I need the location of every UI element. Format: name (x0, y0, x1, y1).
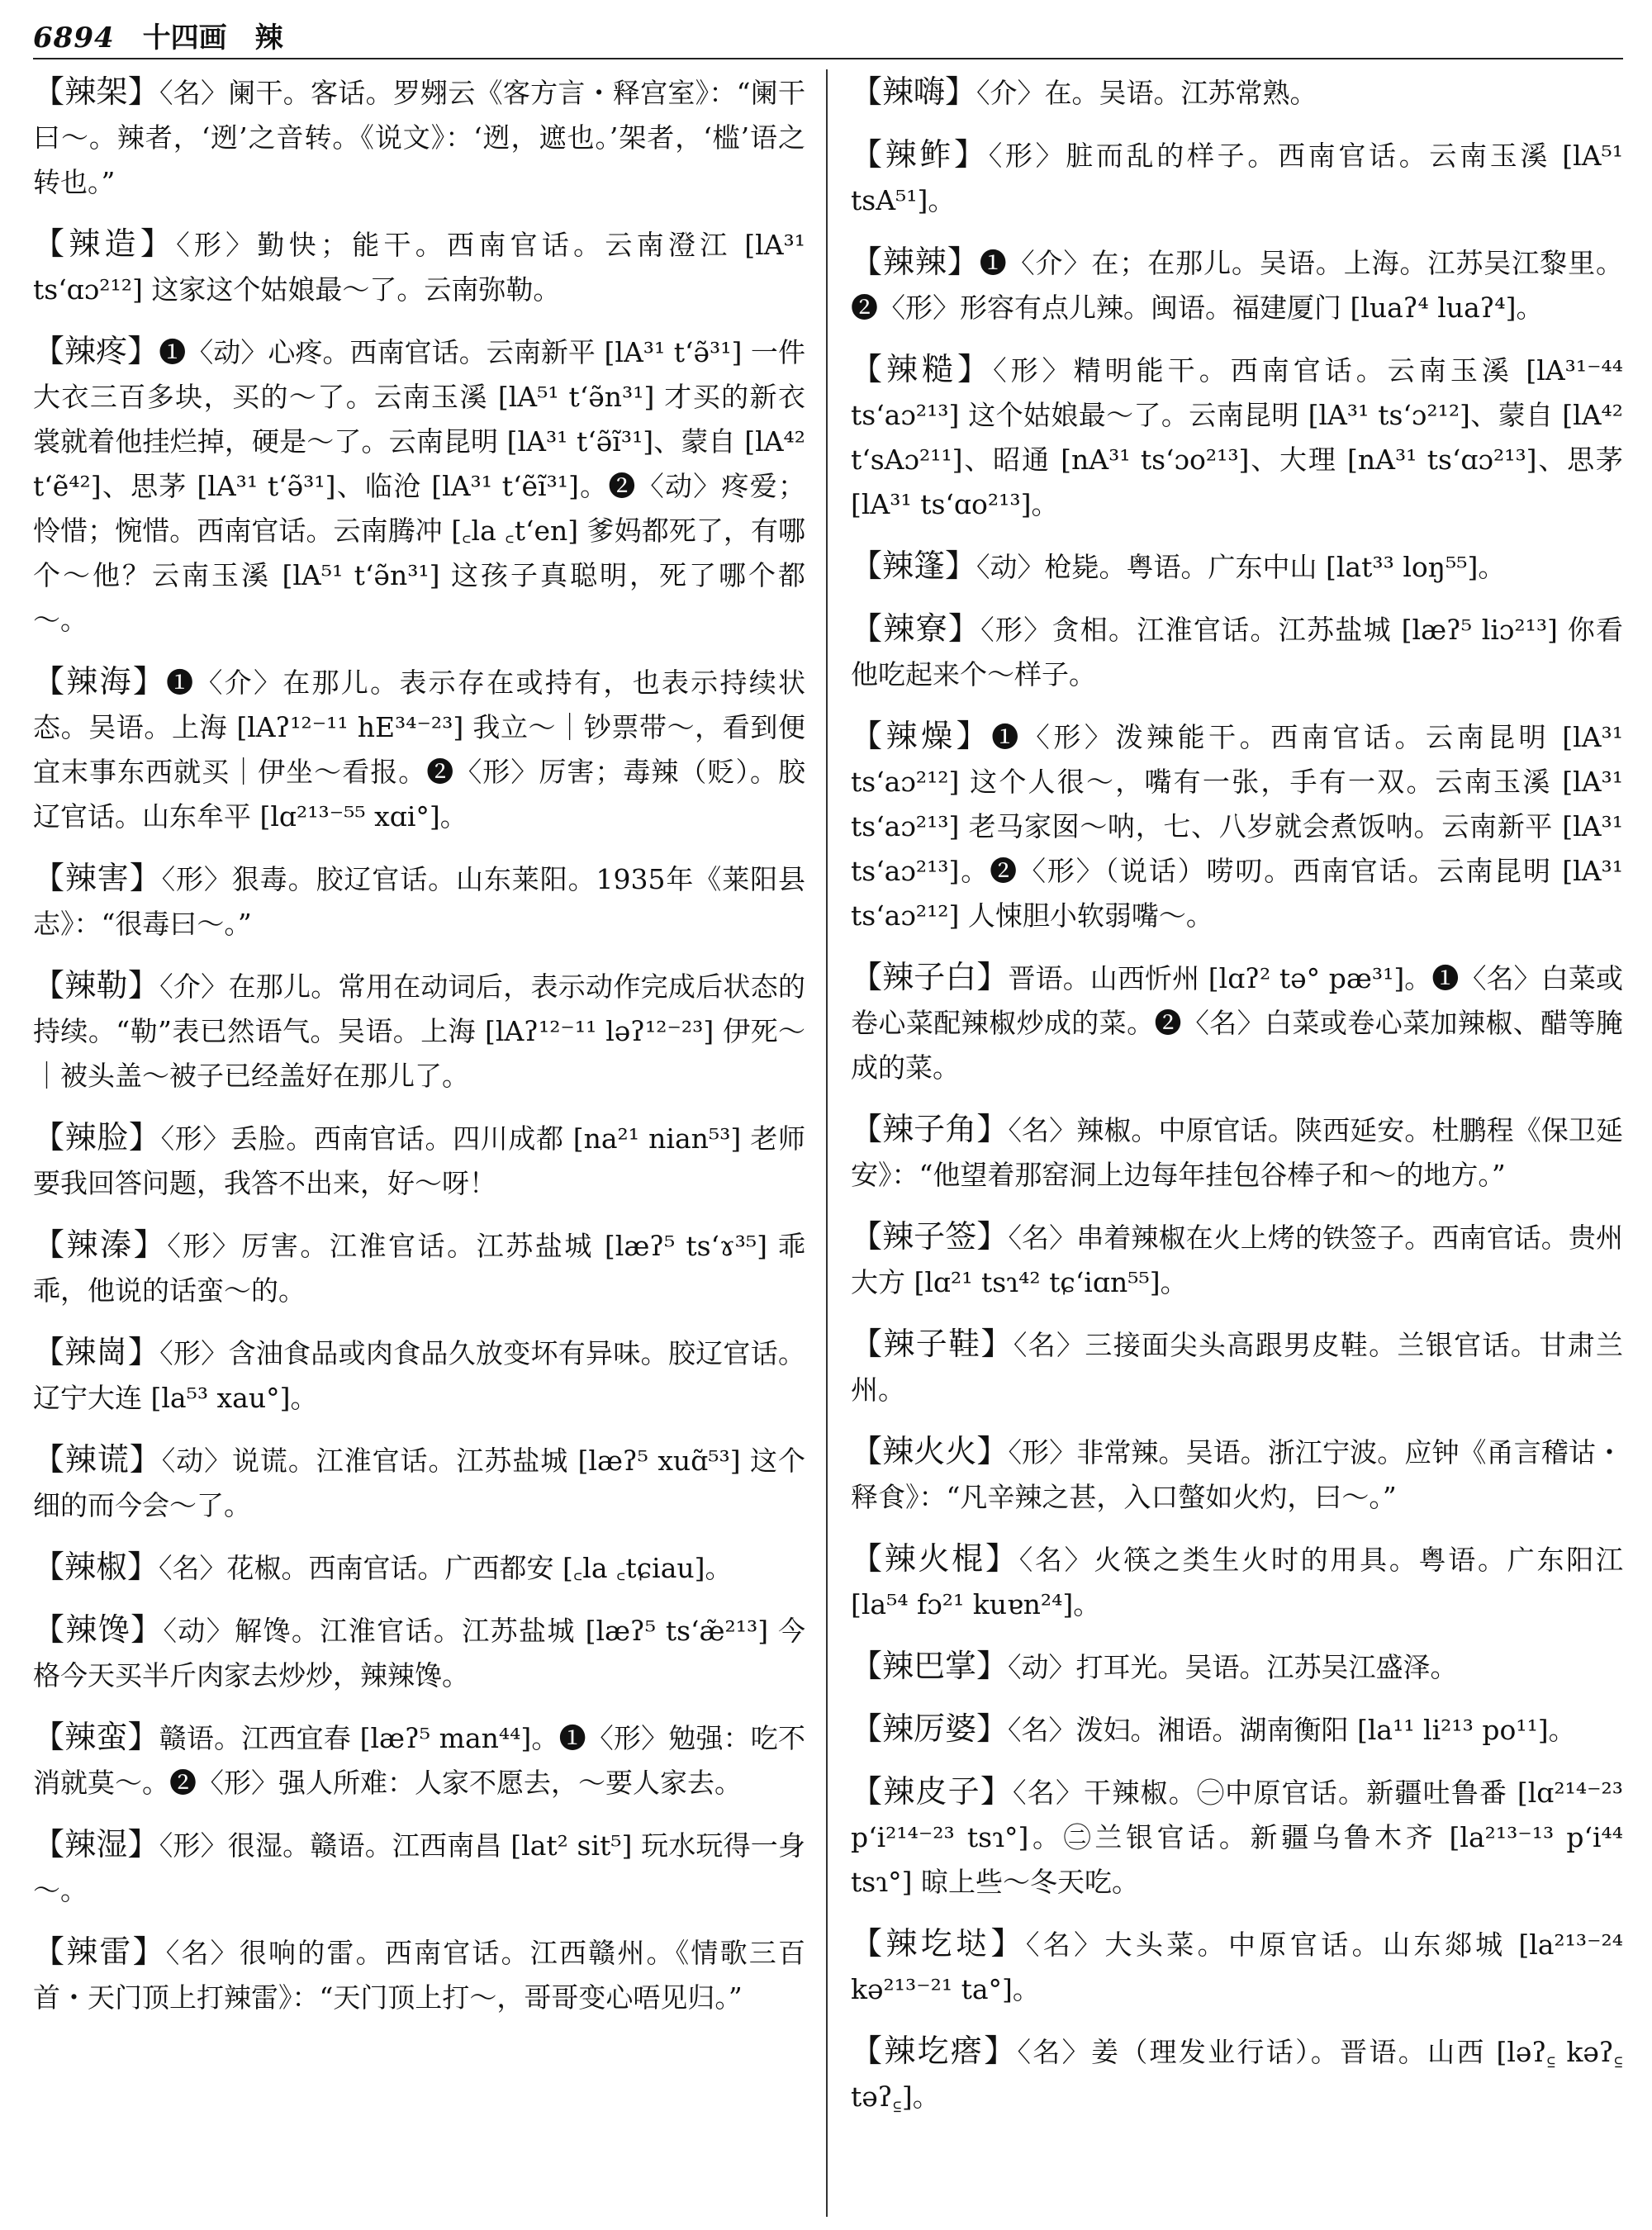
entry-headword: 【辣火火】 (851, 1433, 1009, 1469)
entry-definition: 〈形〉含油食品或肉食品久放变坏有异味。胶辽官话。辽宁大连 [la⁵³ xau°]。 (33, 1337, 805, 1414)
entry-headword: 【辣椒】 (33, 1549, 159, 1585)
entry-headword: 【辣害】 (33, 860, 162, 896)
dictionary-entry (33, 1330, 805, 1421)
entry-headword: 【辣架】 (33, 74, 160, 110)
dictionary-entry (33, 1929, 805, 2020)
entry-definition: 〈名〉泼妇。湘语。湖南衡阳 [la¹¹ li²¹³ po¹¹]。 (1008, 1714, 1576, 1746)
entry-definition: 〈动〉枪毙。粤语。广东中山 [lat³³ loŋ⁵⁵]。 (976, 551, 1506, 583)
dictionary-entry (33, 329, 805, 643)
entry-headword: 【辣篷】 (851, 548, 977, 584)
entry-definition: 〈介〉在。吴语。江苏常熟。 (976, 77, 1317, 109)
left-column (33, 69, 805, 2037)
entry-headword: 【辣脸】 (33, 1119, 161, 1155)
entry-definition: ❶〈形〉泼辣能干。西南官话。云南昆明 [lA³¹ ts‘aɔ²¹²] 这个人很～，嘴有一张，手有一双。云南玉溪 [lA³¹ ts‘aɔ²¹³] 老马家囡～呐，七、八岁就会煮饭呐。云南新平 [lA³¹ ts‘aɔ²¹³]。❷〈形〉（说话）唠叨。西南官话。云南昆明 [lA³¹ ts‘aɔ²¹²] 人悚胆小软弱嘴～。 (851, 721, 1623, 932)
entry-headword: 【辣蛮】 (33, 1719, 159, 1755)
dictionary-entry (33, 1715, 805, 1805)
dictionary-entry (851, 955, 1623, 1090)
entry-headword: 【辣圪瘩】 (851, 2033, 1018, 2069)
entry-definition: 〈形〉非常辣。吴语。浙江宁波。应钟《甬言稽诂・释食》：“凡辛辣之甚，入口螫如火灼，曰～。” (851, 1436, 1623, 1513)
dictionary-entry (33, 963, 805, 1098)
entry-headword: 【辣子签】 (851, 1218, 1009, 1255)
dictionary-entry (851, 1214, 1623, 1305)
entry-definition: 〈动〉打耳光。吴语。江苏吴江盛泽。 (1008, 1651, 1458, 1683)
header-character: 辣 (254, 21, 283, 55)
entry-headword: 【辣鲊】 (851, 136, 989, 173)
header-rule (33, 58, 1623, 59)
dictionary-entry (33, 69, 805, 205)
dictionary-entry (851, 240, 1623, 330)
dictionary-entry (851, 1769, 1623, 1905)
entry-definition: 〈形〉很湿。赣语。江西南昌 [lat² sit⁵] 玩水玩得一身～。 (33, 1829, 805, 1906)
dictionary-entry (33, 1437, 805, 1528)
entry-definition: 〈形〉精明能干。西南官话。云南玉溪 [lA³¹⁻⁴⁴ ts‘aɔ²¹³] 这个姑娘最～了。云南昆明 [lA³¹ ts‘ɔ²¹²]、蒙自 [lA⁴² t‘sAɔ²¹¹]、昭通 [nA³¹ ts‘ɔo²¹³]、大理 [nA³¹ ts‘ɑɔ²¹³]、思茅 [lA³¹ ts‘ɑo²¹³]。 (851, 354, 1623, 520)
dictionary-entry (851, 1321, 1623, 1412)
entry-headword: 【辣崗】 (33, 1334, 160, 1370)
entry-headword: 【辣海】 (33, 663, 167, 700)
dictionary-entry (851, 1429, 1623, 1520)
entry-definition: ❶〈介〉在；在那儿。吴语。上海。江苏吴江黎里。❷〈形〉形容有点儿辣。闽语。福建厦门 [luaʔ⁴ luaʔ⁴]。 (851, 247, 1623, 324)
entry-headword: 【辣嗨】 (851, 74, 977, 110)
dictionary-entry (33, 1822, 805, 1913)
dictionary-entry (851, 606, 1623, 697)
entry-headword: 【辣寮】 (851, 610, 981, 647)
entry-headword: 【辣厉婆】 (851, 1710, 1009, 1747)
entry-headword: 【辣巴掌】 (851, 1648, 1009, 1684)
entry-definition: 〈形〉贪相。江淮官话。江苏盐城 [læʔ⁵ liɔ²¹³] 你看他吃起来个～样子。 (851, 614, 1623, 690)
entry-definition: 〈名〉三接面尖头高跟男皮鞋。兰银官话。甘肃兰州。 (851, 1329, 1623, 1406)
entry-definition: 〈形〉厉害。江淮官话。江苏盐城 [læʔ⁵ ts‘ɤ³⁵] 乖乖，他说的话蛮～的。 (33, 1230, 805, 1307)
entry-definition: 〈名〉大头菜。中原官话。山东郯城 [la²¹³⁻²⁴ kə²¹³⁻²¹ ta°]。 (851, 1929, 1623, 2005)
entry-headword: 【辣疼】 (33, 333, 159, 369)
dictionary-entry (33, 1222, 805, 1313)
entry-definition: 〈形〉勤快；能干。西南官话。云南澄江 [lA³¹ ts‘ɑɔ²¹²] 这家这个姑娘最～了。云南弥勒。 (33, 229, 805, 306)
right-column (851, 69, 1623, 2136)
entry-definition: 〈名〉串着辣椒在火上烤的铁签子。西南官话。贵州大方 [lɑ²¹ tsɿ⁴² tɕ‘iɑn⁵⁵]。 (851, 1222, 1623, 1298)
entry-headword: 【辣火棍】 (851, 1540, 1019, 1577)
entry-headword: 【辣溱】 (33, 1226, 168, 1263)
entry-definition: 〈形〉脏而乱的样子。西南官话。云南玉溪 [lA⁵¹ tsA⁵¹]。 (851, 140, 1623, 216)
entry-definition: 〈形〉狠毒。胶辽官话。山东莱阳。1935年《莱阳县志》：“很毒曰～。” (33, 863, 805, 940)
entry-headword: 【辣燥】 (851, 718, 992, 754)
dictionary-entry (851, 1706, 1623, 1753)
entry-headword: 【辣子鞋】 (851, 1326, 1014, 1362)
dictionary-entry (33, 1544, 805, 1591)
dictionary-entry (851, 69, 1623, 116)
entry-headword: 【辣圪垯】 (851, 1925, 1026, 1962)
entry-definition: 晋语。山西忻州 [lɑʔ² tə° pæ³¹]。❶〈名〉白菜或卷心菜配辣椒炒成的菜。❷〈名〉白菜或卷心菜加辣椒、醋等腌成的菜。 (851, 962, 1623, 1084)
entry-headword: 【辣勒】 (33, 967, 160, 1004)
page-number: 6894 (33, 21, 115, 55)
entry-headword: 【辣造】 (33, 225, 177, 262)
entry-definition: ❶〈介〉在那儿。表示存在或持有，也表示持续状态。吴语。上海 [lAʔ¹²⁻¹¹ hE³⁴⁻²³] 我立～｜钞票带～，看到便宜末事东西就买｜伊坐～看报。❷〈形〉厉害；毒辣（贬）。胶辽官话。山东牟平 [lɑ²¹³⁻⁵⁵ xɑi°]。 (33, 667, 805, 833)
entry-definition: 〈动〉说谎。江淮官话。江苏盐城 [læʔ⁵ xuɑ̃⁵³] 这个细的而今会～了。 (33, 1445, 805, 1521)
entry-headword: 【辣辣】 (851, 244, 980, 280)
entry-definition: 〈形〉丢脸。西南官话。四川成都 [na²¹ nian⁵³] 老师要我回答问题，我答不出来，好～呀！ (33, 1122, 805, 1199)
dictionary-entry (33, 1115, 805, 1206)
entry-definition: 〈名〉很响的雷。西南官话。江西赣州。《情歌三百首・天门顶上打辣雷》：“天门顶上打～，哥哥变心唔见归。” (33, 1937, 805, 2014)
dictionary-entry (851, 1536, 1623, 1627)
stroke-count: 十四画 (142, 21, 227, 55)
dictionary-entry (851, 1107, 1623, 1198)
entry-definition: 〈名〉干辣椒。㊀中原官话。新疆吐鲁番 [lɑ²¹⁴⁻²³ p‘i²¹⁴⁻²³ tsɿ°]。㊁兰银官话。新疆乌鲁木齐 [la²¹³⁻¹³ p‘i⁴⁴ tsɿ°] 晾上些～冬天吃。 (851, 1777, 1623, 1898)
entry-definition: 〈名〉阑干。客话。罗翙云《客方言・释宫室》：“阑干曰～。辣者，‘迾’之音转。《说文》：‘迾，遮也。’架者，‘槛’语之转也。” (33, 77, 805, 198)
page-header (33, 15, 1619, 55)
entry-definition: 〈动〉解馋。江淮官话。江苏盐城 [læʔ⁵ ts‘æ̃²¹³] 今格今天买半斤肉家去炒炒，辣辣馋。 (33, 1615, 805, 1691)
dictionary-entry (851, 2028, 1623, 2119)
entry-definition: 〈介〉在那儿。常用在动词后，表示动作完成后状态的持续。“勒”表已然语气。吴语。上海 [lAʔ¹²⁻¹¹ ləʔ¹²⁻²³] 伊死～｜被头盖～被子已经盖好在那儿了。 (33, 970, 805, 1092)
dictionary-entry (851, 1644, 1623, 1690)
entry-definition: 〈名〉辣椒。中原官话。陕西延安。杜鹏程《保卫延安》：“他望着那窑洞上边每年挂包谷棒子和～的地方。” (851, 1114, 1623, 1191)
entry-headword: 【辣馋】 (33, 1611, 164, 1648)
entry-headword: 【辣子角】 (851, 1111, 1009, 1147)
dictionary-entry (33, 856, 805, 947)
dictionary-entry (33, 659, 805, 839)
entry-headword: 【辣谎】 (33, 1441, 162, 1478)
entry-definition: 〈名〉姜（理发业行话）。晋语。山西 [ləʔ꜁ kəʔ꜁ təʔ꜁]。 (851, 2036, 1623, 2113)
entry-definition: 赣语。江西宜春 [læʔ⁵ man⁴⁴]。❶〈形〉勉强：吃不消就莫～。❷〈形〉强人所难：人家不愿去，～要人家去。 (33, 1722, 805, 1799)
dictionary-entry (851, 1921, 1623, 2012)
entry-headword: 【辣雷】 (33, 1933, 166, 1970)
entry-definition: 〈名〉火筷之类生火时的用具。粤语。广东阳江 [la⁵⁴ fɔ²¹ kuɐn²⁴]。 (851, 1544, 1623, 1620)
dictionary-entry (851, 543, 1623, 590)
entry-headword: 【辣子白】 (851, 959, 1009, 995)
column-divider (826, 69, 828, 2217)
dictionary-entry (851, 132, 1623, 223)
entry-definition: ❶〈动〉心疼。西南官话。云南新平 [lA³¹ t‘ə̃³¹] 一件大衣三百多块，买的～了。云南玉溪 [lA⁵¹ t‘ə̃n³¹] 才买的新衣裳就着他挂烂掉，硬是～了。云南昆明 [lA³¹ t‘ə̃ĩ³¹]、蒙自 [lA⁴² t‘ẽ⁴²]、思茅 [lA³¹ t‘ə̃³¹]、临沧 [lA³¹ t‘ẽĩ³¹]。❷〈动〉疼爱；怜惜；惋惜。西南官话。云南腾冲 [꜀la ꜀t‘en] 爹妈都死了，有哪个～他？云南玉溪 [lA⁵¹ t‘ə̃n³¹] 这孩子真聪明，死了哪个都～。 (33, 336, 805, 636)
entry-definition: 〈名〉花椒。西南官话。广西都安 [꜀la ꜀tɕiau]。 (159, 1552, 733, 1584)
entry-headword: 【辣湿】 (33, 1826, 159, 1862)
dictionary-entry (33, 221, 805, 312)
dictionary-entry (851, 347, 1623, 527)
entry-headword: 【辣糙】 (851, 351, 994, 387)
entry-headword: 【辣皮子】 (851, 1773, 1014, 1810)
dictionary-entry (33, 1607, 805, 1698)
dictionary-entry (851, 714, 1623, 938)
